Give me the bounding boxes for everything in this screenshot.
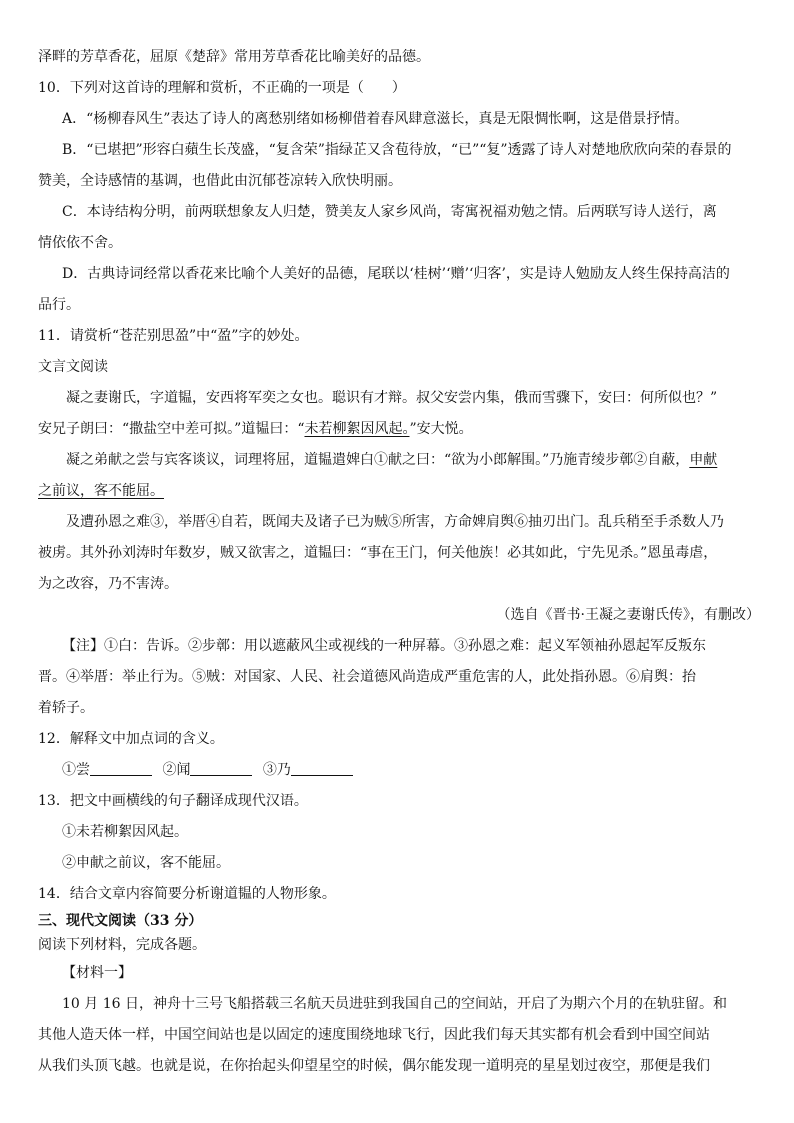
question-13-item: ①未若柳絮因风起。: [62, 824, 188, 840]
passage-line: [38, 414, 760, 445]
underlined-sentence: 未若柳絮因风起。: [304, 421, 410, 437]
note-line: 着轿子。: [38, 700, 94, 716]
blank-label: ①尝: [62, 762, 90, 778]
option-a: A．“杨柳春风生”表达了诗人的离愁别绪如杨柳借着春风肆意滋长，真是无限惆怅啊，这是借景抒情。: [62, 111, 689, 127]
passage-text: ”安大悦。: [409, 421, 473, 437]
blank-label: ②闻: [162, 762, 191, 778]
passage-line: [38, 445, 760, 476]
question-14: 14．结合文章内容简要分析谢道韫的人物形象。: [38, 886, 336, 902]
section-heading-modern: 三、现代文阅读（33 分）: [38, 913, 203, 929]
option-c-cont: 情依依不舍。: [38, 235, 122, 251]
passage-line: 被虏。其外孙刘涛时年数岁，贼又欲害之，道韫曰：“事在王门，何关他族！必其如此，宁先见杀。”恩虽毒虐，: [38, 545, 718, 561]
option-d-cont: 品行。: [38, 297, 80, 313]
section-heading-classical: 文言文阅读: [38, 359, 108, 375]
material-line: 其他人造天体一样，中国空间站也是以固定的速度围绕地球飞行，因此我们每天其实都有机会看到中国空间站: [38, 1027, 710, 1043]
document-page: [38, 42, 760, 1082]
passage-line: 凝之妻谢氏，字道韫，安西将军奕之女也。聪识有才辩。叔父安尝内集，俄而雪骤下，安曰：何所似也？”: [66, 390, 718, 406]
material-line: 从我们头顶飞越。也就是说，在你抬起头仰望星空的时候，偶尔能发现一道明亮的星星划过夜空，那便是我们: [38, 1058, 710, 1074]
underlined-sentence: 之前议，客不能屈。: [38, 483, 164, 499]
question-12: 12．解释文中加点词的含义。: [38, 731, 224, 747]
note-line: 晋。④举厝：举止行为。⑤贼：对国家、人民、社会道德风尚造成严重危害的人，此处指孙恩。⑥肩舆：抬: [38, 669, 696, 685]
text-line: 泽畔的芳草香花，屈原《楚辞》常用芳草香花比喻美好的品德。: [38, 49, 430, 65]
question-11: 11．请赏析“苍茫别思盈”中“盈”字的妙处。: [38, 328, 309, 344]
section-instruction: 阅读下列材料，完成各题。: [38, 937, 206, 953]
option-d: D．古典诗词经常以香花来比喻个人美好的品德，尾联以‘桂树’‘赠’‘归客’，实是诗人勉励友人终生保持高洁的: [62, 266, 730, 282]
underlined-sentence: 申献: [689, 452, 718, 468]
passage-line: [38, 476, 760, 507]
material-label: 【材料一】: [62, 965, 132, 981]
option-c: C．本诗结构分明，前两联想象友人归楚，赞美友人家乡风尚，寄寓祝福劝勉之情。后两联写诗人送行，离: [62, 204, 717, 220]
blank-label: ③乃: [262, 762, 291, 778]
answer-blank[interactable]: [291, 759, 353, 776]
passage-text: 凝之弟献之尝与宾客谈议，词理将屈，道韫遣婢白①献之曰：“欲为小郎解围。”乃施青绫步鄣②自蔽，: [66, 452, 690, 468]
answer-blank[interactable]: [90, 759, 152, 776]
answer-blank[interactable]: [190, 759, 252, 776]
material-line: 10 月 16 日，神舟十三号飞船搭载三名航天员进驻到我国自己的空间站，开启了为期六个月的在轨驻留。和: [62, 996, 727, 1012]
passage-text: 安兄子朗曰：“撒盐空中差可拟。”道韫曰：“: [38, 421, 305, 437]
question-13: 13．把文中画横线的句子翻译成现代汉语。: [38, 793, 308, 809]
option-b-cont: 赞美，全诗感情的基调，也借此由沉郁苍凉转入欣快明丽。: [38, 173, 402, 189]
question-10: 10．下列对这首诗的理解和赏析，不正确的一项是（ ）: [38, 80, 406, 96]
note-line: 【注】①白：告诉。②步鄣：用以遮蔽风尘或视线的一种屏幕。③孙恩之难：起义军领袖孙恩起军反叛东: [62, 638, 706, 654]
question-13-item: ②申献之前议，客不能屈。: [62, 855, 230, 871]
passage-line: 及遭孙恩之难③，举厝④自若，既闻夫及诸子已为贼⑤所害，方命婢肩舆⑥抽刃出门。乱兵稍至手杀数人乃: [66, 514, 724, 530]
option-b: B．“已堪把”形容白蘋生长茂盛，“复含荣”指绿芷又含苞待放，“已”“复”透露了诗人对楚地欣欣向荣的春景的: [62, 142, 732, 158]
question-12-blanks: [38, 755, 760, 786]
passage-line: 为之改容，乃不害涛。: [38, 576, 178, 592]
source-citation: （选自《晋书·王凝之妻谢氏传》，有删改）: [496, 607, 760, 623]
